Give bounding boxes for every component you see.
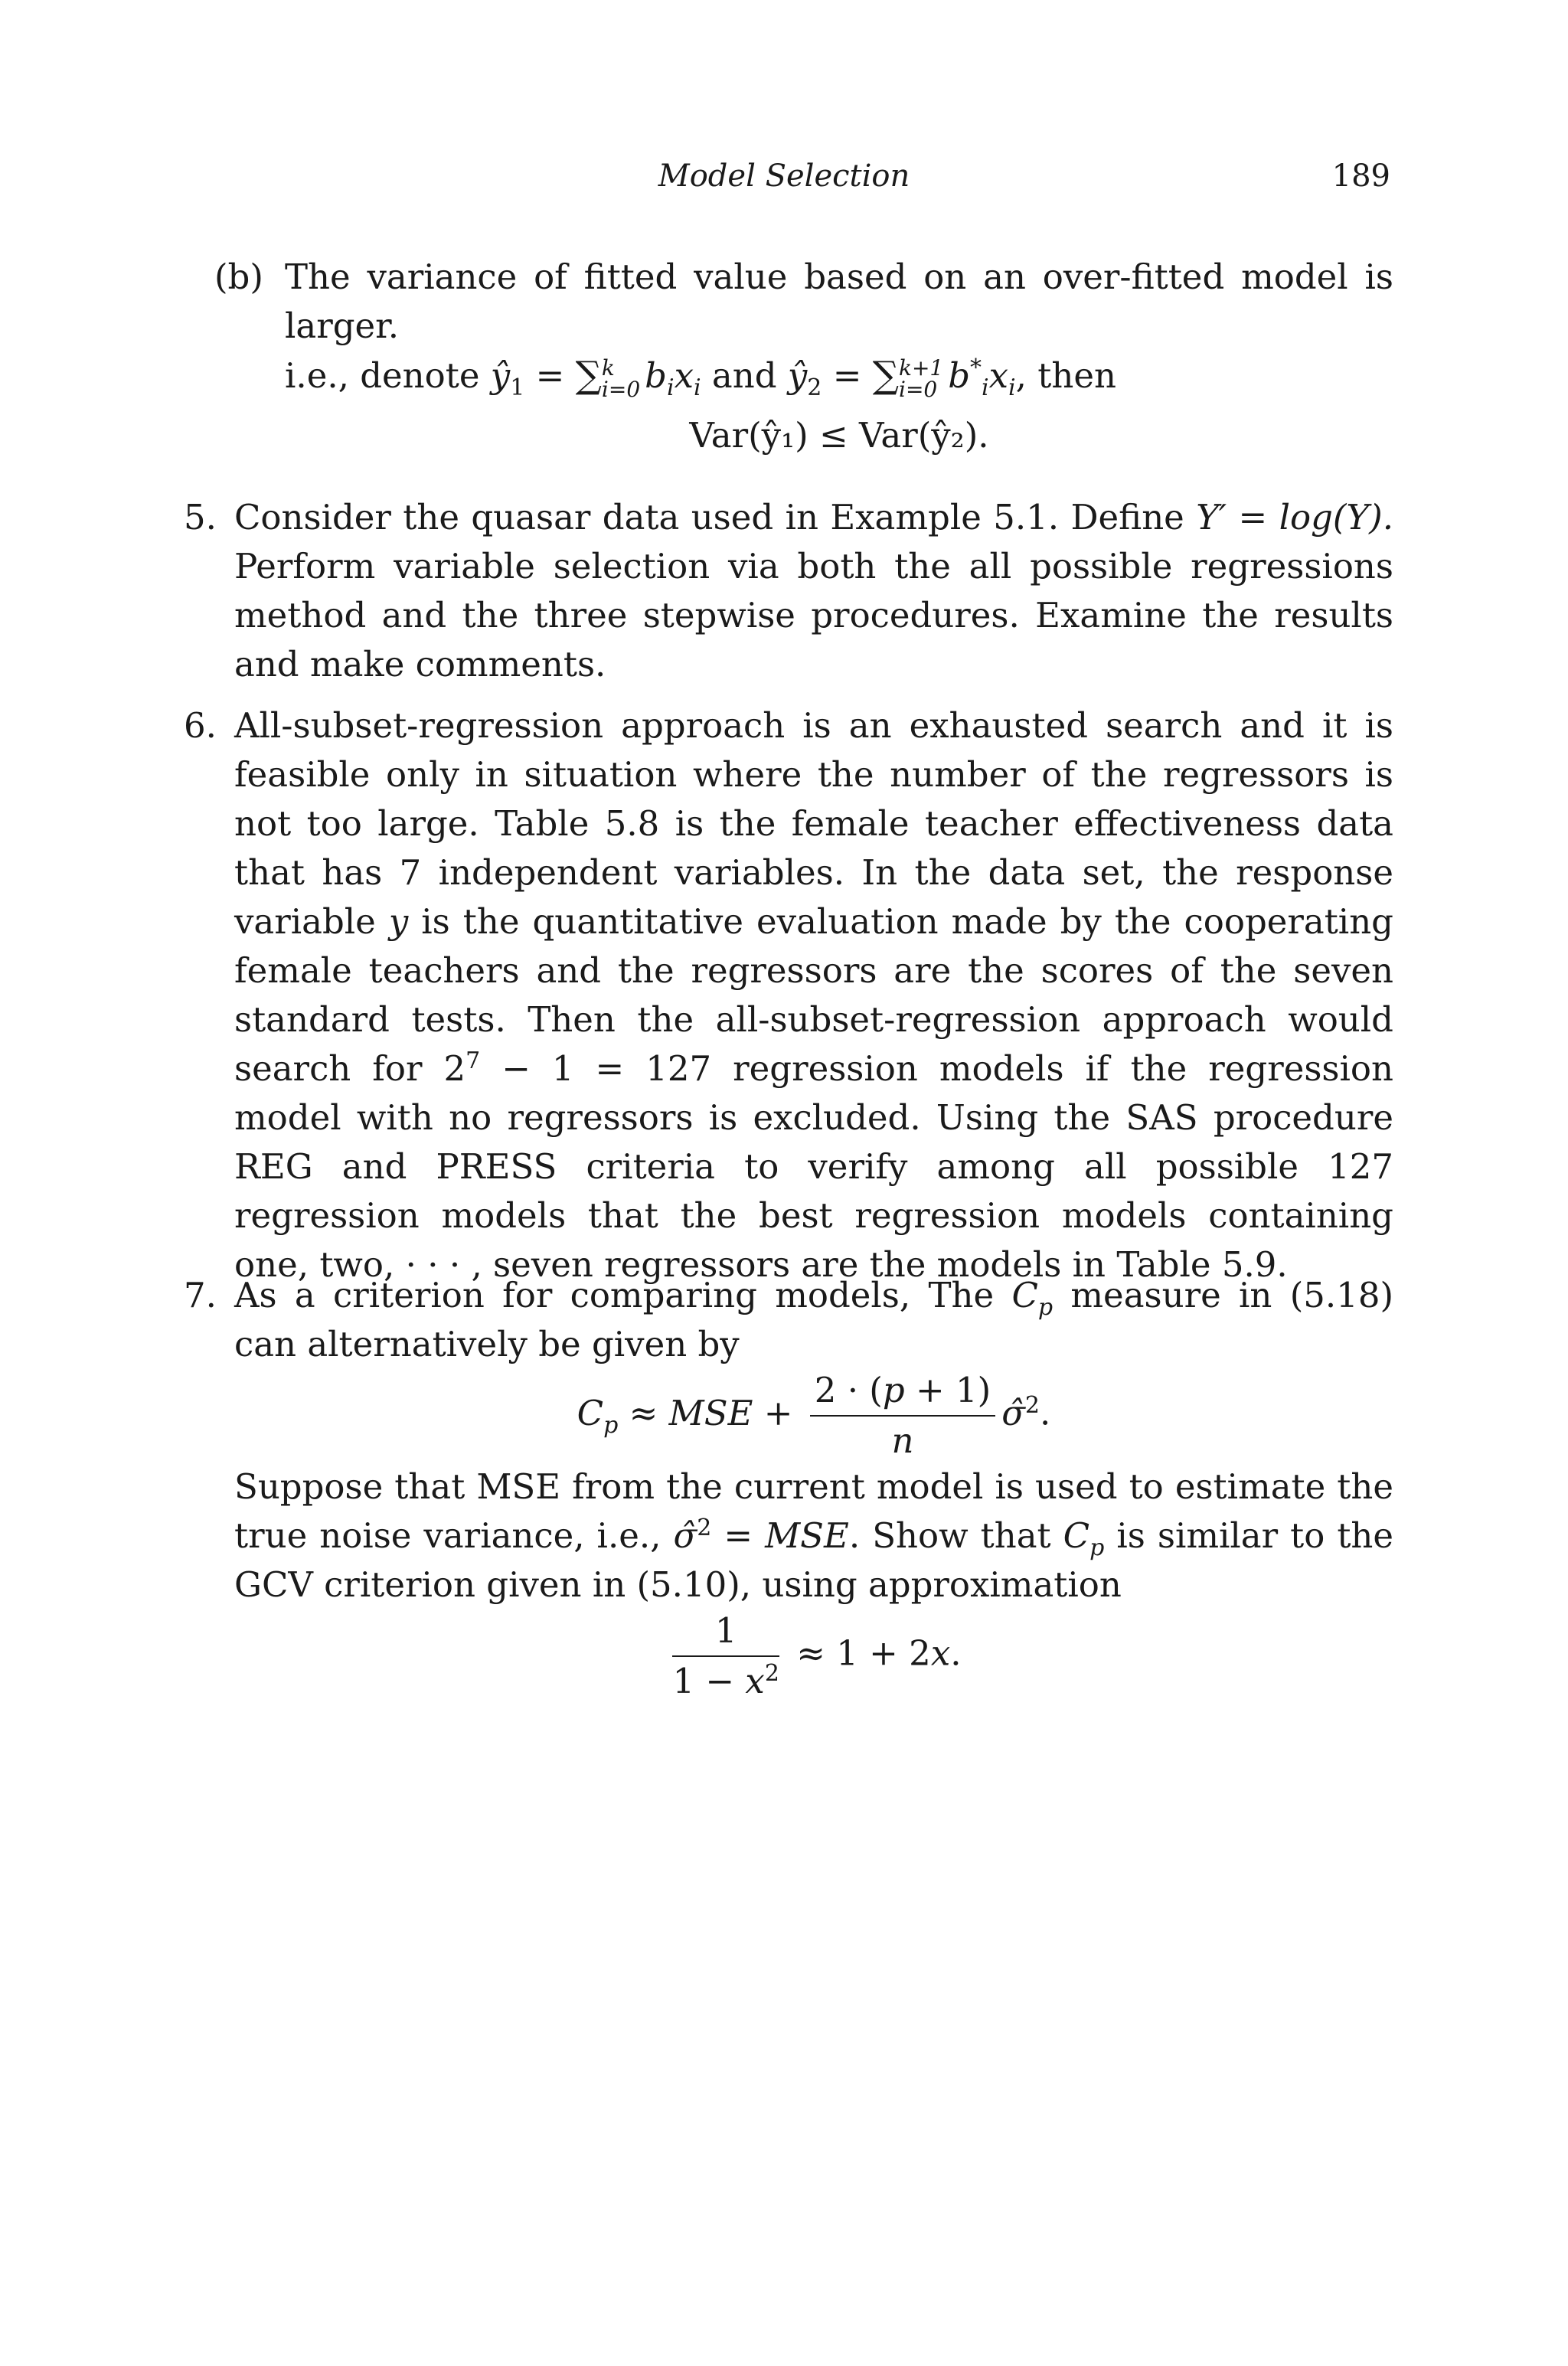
item-7-text-2	[234, 1462, 1393, 1609]
inline-math-y2-sum: $ŷ_2$ = ∑ k+1 i=0 $b^*_ix_i$	[787, 354, 1016, 402]
item-content	[285, 253, 1393, 460]
inline-math-y1-sum: $ŷ_1$ = ∑ k i=0 $b_ix_i$	[490, 354, 701, 402]
item-6-text	[234, 701, 1393, 1289]
exercise-item-6	[184, 701, 1393, 1289]
running-title: Model Selection	[658, 158, 910, 194]
and-text: and	[711, 355, 777, 396]
exercise-item-7	[184, 1271, 1393, 1703]
item-b-line1: The variance of fitted value based on an over-fitted model is larger.	[285, 257, 1393, 346]
item-7-text-c: Suppose that MSE from the current model is used to estimate the true noise variance, i.e.,	[234, 1466, 1393, 1556]
item-content	[234, 701, 1393, 1289]
then-text: , then	[1015, 355, 1116, 396]
inline-math-sigma-mse: σ̂$^2$ = MSE	[673, 1515, 849, 1556]
item-b-line2	[285, 351, 1393, 400]
item-content	[234, 493, 1393, 689]
item-marker: 7.	[184, 1275, 217, 1315]
display-equation-cp: $C_p$ ≈ MSE + $\frac{2 \cdot (p + 1)}{n}$ σ̂$^2$.	[577, 1370, 1051, 1461]
fraction-approx: $\frac{1}{1 - x^2}$	[672, 1610, 779, 1701]
item-7-text-1	[234, 1271, 1393, 1369]
item-7-text-e: is similar to the GCV criterion given in (5.10), using approximation	[234, 1515, 1394, 1605]
inline-math-y: y	[388, 901, 409, 942]
item-7-text-d: . Show that	[848, 1515, 1051, 1556]
inline-math-cp: $C_p$	[1011, 1275, 1054, 1321]
inline-math-log-y: Y′ = log(Y).	[1196, 497, 1393, 538]
item-b-line2-prefix: i.e., denote	[285, 355, 480, 396]
display-equation-variance: Var(ŷ₁) ≤ Var(ŷ₂).	[689, 415, 989, 456]
display-equation-approximation: $\frac{1}{1 - x^2}$ ≈ 1 + 2x.	[672, 1610, 962, 1701]
fraction-cp: $\frac{2 \cdot (p + 1)}{n}$	[810, 1369, 995, 1462]
inline-math-subset-count: $2^7 - 1 = 127$	[443, 1047, 712, 1089]
item-content	[234, 1271, 1393, 1703]
page-number: 189	[1331, 158, 1390, 194]
item-6-text-a: All-subset-regression approach is an exhausted search and it is feasible only in situation where the number of the regressors is not too large. Table 5.8 is the female teacher effectiveness data that has 7 independent variables. In the data set, the response variable	[234, 705, 1393, 942]
running-head	[0, 153, 1568, 199]
exercise-item-b	[214, 253, 1393, 480]
item-7-text-b: measure in (5.18) can alternatively be given by	[234, 1275, 1394, 1364]
exercise-item-5	[184, 493, 1393, 689]
item-marker: (b)	[214, 257, 263, 297]
inline-math-cp-2: $C_p$	[1063, 1515, 1105, 1561]
item-marker: 5.	[184, 497, 217, 538]
item-6-text-b: is the quantitative evaluation made by the cooperating female teachers and the regressors are the scores of the seven standard tests. Then the all-subset-regression approach would search for	[234, 901, 1393, 1089]
item-5-text-b: Perform variable selection via both the all possible regressions method and the three stepwise procedures. Examine the results and make comments.	[234, 546, 1393, 685]
item-5-text-a: Consider the quasar data used in Example 5.1. Define	[234, 497, 1184, 538]
item-5-text	[234, 493, 1393, 689]
item-7-text-a: As a criterion for comparing models, The	[234, 1275, 995, 1315]
item-6-text-c: regression models if the regression model with no regressors is excluded. Using the SAS procedure REG and PRESS criteria to verify among all possible 127 regression models that the best regression models containing one, two, · · · , seven regressors are the models in Table 5.9.	[234, 1048, 1393, 1285]
item-marker: 6.	[184, 705, 217, 746]
